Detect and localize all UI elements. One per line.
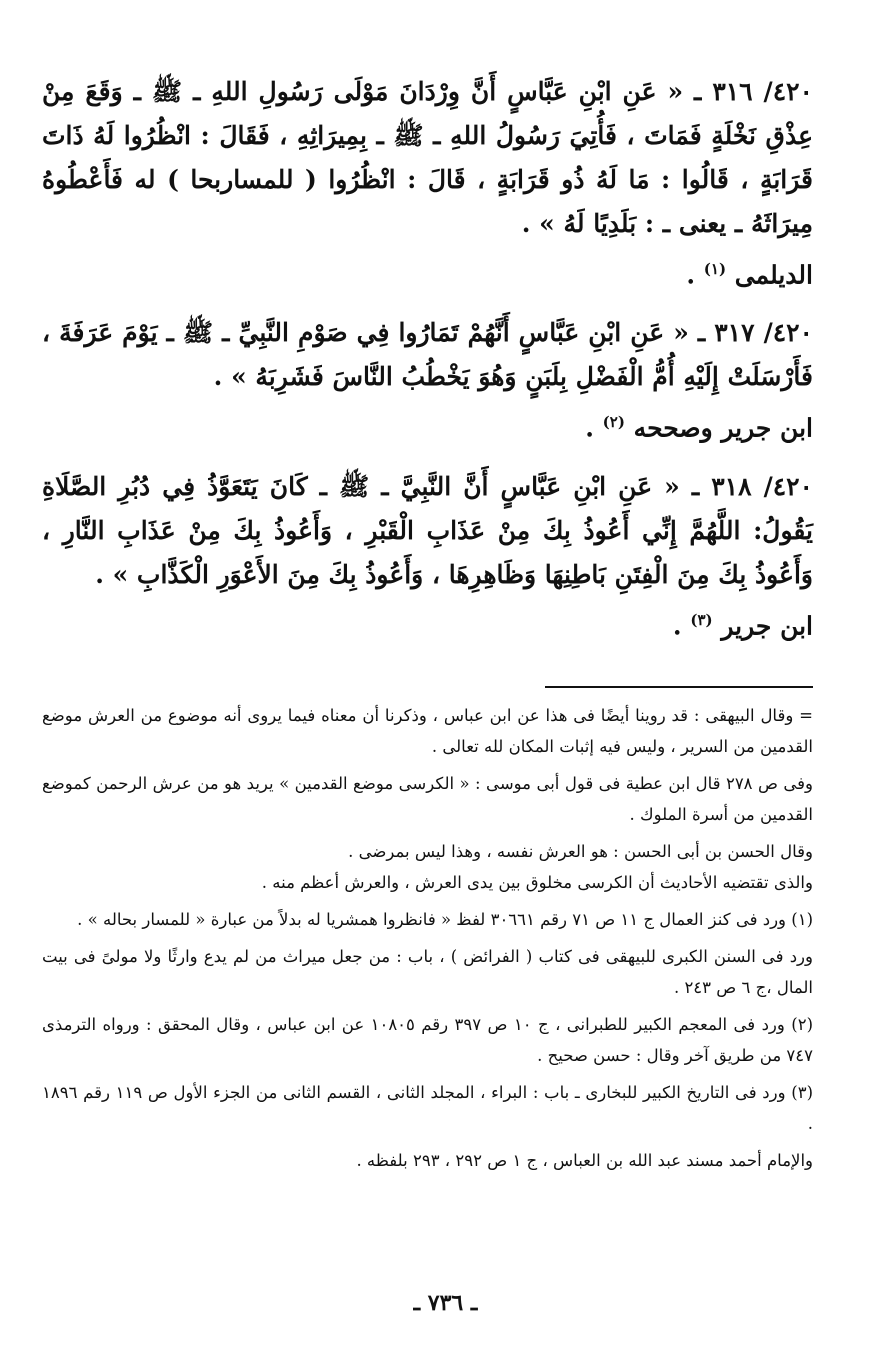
source-name: ابن جرير bbox=[721, 610, 813, 640]
page-number: ـ ٧٣٦ ـ bbox=[413, 1290, 478, 1316]
footnote-3-cont: والإمام أحمد مسند عبد الله بن العباس ، ج ١ ص ٢٩٢ ، ٢٩٣ بلفظه . bbox=[356, 1151, 813, 1170]
hadith-source bbox=[42, 413, 813, 442]
footnote-text: وفى ص ٢٧٨ قال ابن عطية فى قول أبى موسى : « الكرسى موضع القدمين » يريد هو من عرش الرحمن كموضع القدمين من أسرة الملوك . bbox=[42, 774, 813, 824]
source-end: . bbox=[672, 610, 682, 640]
footnote-1-cont: ورد فى السنن الكبرى للبيهقى فى كتاب ( الفرائض ) ، باب : من جعل ميراث من لم يدع وارثًا ولا مولىً فى بيت المال ،ج ٦ ص ٢٤٣ . bbox=[42, 947, 813, 997]
source-name: ابن جرير وصححه bbox=[633, 413, 813, 443]
hadith-entry bbox=[42, 311, 813, 442]
source-name: الديلمى bbox=[734, 260, 813, 290]
footnote-3: (٣) ورد فى التاريخ الكبير للبخارى ـ باب : البراء ، المجلد الثانى ، القسم الثانى من الجزء الأول ص ١١٩ رقم ١٨٩٦ . bbox=[42, 1083, 813, 1133]
footnote-continuation: = وقال البيهقى : قد روينا أيضًا فى هذا عن ابن عباس ، وذكرنا أن معناه فيما يروى أنه موضوع من العرش موضع القدمين من السرير ، وليس فيه إثبات المكان لله تعالى . bbox=[42, 706, 813, 756]
footnote-ref: (٢) bbox=[602, 413, 625, 432]
footnote-ref: (٣) bbox=[690, 610, 713, 629]
main-text bbox=[42, 70, 813, 662]
footnotes bbox=[42, 700, 813, 1182]
footnote-1: (١) ورد فى كنز العمال ج ١١ ص ٧١ رقم ٣٠٦٦١ لفظ « فانظروا همشريا له بدلاً من عبارة « للمسار بحاله » . bbox=[77, 910, 813, 929]
footnote-ref: (١) bbox=[703, 260, 727, 278]
hadith-entry bbox=[42, 465, 813, 640]
hadith-entry bbox=[42, 70, 813, 289]
hadith-text: ٤٢٠/ ٣١٦ ـ « عَنِ ابْنِ عَبَّاسٍ أَنَّ وِرْدَانَ مَوْلَى رَسُولِ اللهِ ـ ﷺ ـ وَقَعَ مِنْ عِذْقِ نَخْلَةٍ فَمَاتَ ، فَأُتِيَ رَسُولُ اللهِ ـ ﷺ ـ بِمِيرَاثِهِ ، فَقَالَ : انْظُرُوا لَهُ ذَاتَ قَرَابَةٍ ، قَالُوا : مَا لَهُ ذُو قَرَابَةٍ ، قَالَ : انْظُرُوا ( للمساربحا ) له فَأَعْطُوهُ مِيرَاثَهُ ـ يعنى ـ : بَلَدِيًا لَهُ » . bbox=[42, 77, 813, 238]
footnote-text: وقال الحسن بن أبى الحسن : هو العرش نفسه ، وهذا ليس بمرضى . bbox=[348, 842, 813, 861]
source-end: . bbox=[585, 413, 594, 443]
hadith-text: ٤٢٠/ ٣١٨ ـ « عَنِ ابْنِ عَبَّاسٍ أَنَّ النَّبِيَّ ـ ﷺ ـ كَانَ يَتَعَوَّذُ فِي دُبُرِ الصَّلَاةِ يَقُولُ: اللَّهُمَّ إِنِّي أَعُوذُ بِكَ مِنْ عَذَابِ الْقَبْرِ ، وَأَعُوذُ بِكَ مِنْ عَذَابِ النَّارِ ، وَأَعُوذُ بِكَ مِنَ الْفِتَنِ بَاطِنِهَا وَظَاهِرِهَا ، وَأَعُوذُ بِكَ مِنَ الأَعْوَرِ الْكَذَّابِ » . bbox=[42, 471, 813, 589]
footnote-2: (٢) ورد فى المعجم الكبير للطبرانى ، ج ١٠ ص ٣٩٧ رقم ١٠٨٠٥ عن ابن عباس ، وقال المحقق : ورواه الترمذى ٧٤٧ من طريق آخر وقال : حسن صحيح . bbox=[42, 1015, 813, 1065]
footnote-text: والذى تقتضيه الأحاديث أن الكرسى مخلوق بين يدى العرش ، والعرش أعظم منه . bbox=[261, 873, 813, 892]
footnote-separator bbox=[545, 686, 813, 688]
hadith-source bbox=[42, 611, 813, 640]
hadith-source bbox=[42, 260, 813, 289]
hadith-text: ٤٢٠/ ٣١٧ ـ « عَنِ ابْنِ عَبَّاسٍ أَنَّهُمْ تَمَارُوا فِي صَوْمِ النَّبِيِّ ـ ﷺ ـ يَوْمَ عَرَفَةَ ، فَأَرْسَلَتْ إِلَيْهِ أُمُّ الْفَضْلِ بِلَبَنٍ وَهُوَ يَخْطُبُ النَّاسَ فَشَرِبَهُ » . bbox=[42, 318, 813, 392]
source-end: . bbox=[686, 260, 696, 290]
